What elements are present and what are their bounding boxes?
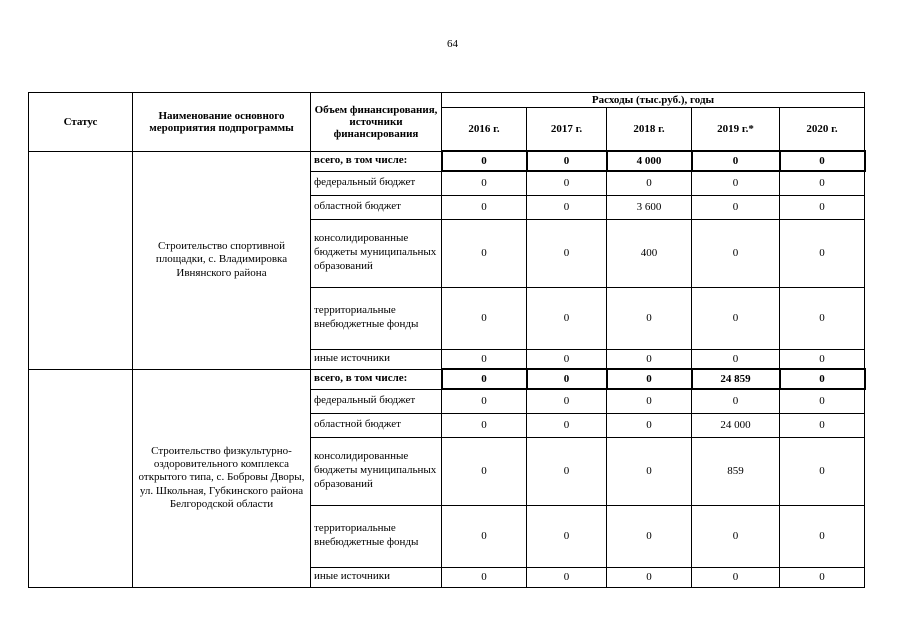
value-cell: 859	[692, 437, 780, 505]
funding-source-cell: территориальные внебюджетные фонды	[311, 287, 442, 349]
value-cell: 0	[442, 567, 527, 587]
value-cell: 0	[527, 437, 607, 505]
value-cell: 0	[442, 287, 527, 349]
table-body	[29, 151, 865, 587]
header-name: Наименование основного мероприятия подпрограммы	[133, 93, 311, 152]
value-cell: 0	[692, 567, 780, 587]
value-cell: 24 859	[692, 369, 780, 389]
funding-source-cell: областной бюджет	[311, 195, 442, 219]
value-cell: 0	[442, 219, 527, 287]
value-cell: 0	[692, 287, 780, 349]
value-cell: 0	[780, 349, 865, 369]
value-cell: 0	[607, 171, 692, 195]
value-cell: 0	[780, 369, 865, 389]
value-cell: 0	[527, 151, 607, 171]
value-cell: 0	[442, 437, 527, 505]
value-cell: 0	[607, 369, 692, 389]
activity-name-cell: Строительство физкультурно-оздоровительного комплекса открытого типа, с. Бобровы Дворы, ул. Школьная, Губкинского района Белгородской области	[133, 369, 311, 587]
value-cell: 0	[780, 195, 865, 219]
header-expenses: Расходы (тыс.руб.), годы	[442, 93, 865, 108]
value-cell: 0	[607, 287, 692, 349]
header-year: 2016 г.	[442, 108, 527, 152]
value-cell: 0	[692, 195, 780, 219]
value-cell: 0	[692, 171, 780, 195]
funding-source-cell: территориальные внебюджетные фонды	[311, 505, 442, 567]
value-cell: 0	[692, 505, 780, 567]
value-cell: 0	[442, 151, 527, 171]
header-status: Статус	[29, 93, 133, 152]
value-cell: 0	[527, 349, 607, 369]
value-cell: 0	[607, 413, 692, 437]
page-number: 64	[447, 38, 458, 50]
funding-source-cell: всего, в том числе:	[311, 369, 442, 389]
value-cell: 400	[607, 219, 692, 287]
value-cell: 0	[442, 413, 527, 437]
value-cell: 0	[442, 171, 527, 195]
value-cell: 0	[442, 349, 527, 369]
value-cell: 0	[527, 219, 607, 287]
value-cell: 0	[780, 287, 865, 349]
header-volume: Объем финансирования, источники финансирования	[311, 93, 442, 152]
value-cell: 0	[607, 567, 692, 587]
value-cell: 0	[527, 567, 607, 587]
funding-source-cell: федеральный бюджет	[311, 389, 442, 413]
status-cell	[29, 151, 133, 369]
value-cell: 0	[607, 437, 692, 505]
header-year: 2018 г.	[607, 108, 692, 152]
value-cell: 0	[780, 171, 865, 195]
value-cell: 0	[780, 389, 865, 413]
funding-source-cell: иные источники	[311, 567, 442, 587]
value-cell: 0	[527, 505, 607, 567]
funding-source-cell: областной бюджет	[311, 413, 442, 437]
value-cell: 0	[527, 389, 607, 413]
value-cell: 0	[442, 389, 527, 413]
funding-source-cell: консолидированные бюджеты муниципальных образований	[311, 437, 442, 505]
value-cell: 0	[780, 413, 865, 437]
value-cell: 0	[442, 505, 527, 567]
header-year: 2017 г.	[527, 108, 607, 152]
value-cell: 0	[692, 151, 780, 171]
value-cell: 0	[607, 349, 692, 369]
value-cell: 0	[442, 369, 527, 389]
funding-table	[28, 92, 866, 588]
value-cell: 0	[780, 567, 865, 587]
value-cell: 0	[607, 389, 692, 413]
value-cell: 0	[692, 389, 780, 413]
status-cell	[29, 369, 133, 587]
value-cell: 0	[527, 287, 607, 349]
activity-name-cell: Строительство спортивной площадки, с. Владимировка Ивнянского района	[133, 151, 311, 369]
funding-source-cell: консолидированные бюджеты муниципальных образований	[311, 219, 442, 287]
funding-source-cell: всего, в том числе:	[311, 151, 442, 171]
table-row	[29, 369, 865, 389]
value-cell: 0	[780, 151, 865, 171]
value-cell: 0	[607, 505, 692, 567]
value-cell: 24 000	[692, 413, 780, 437]
value-cell: 0	[527, 369, 607, 389]
value-cell: 0	[527, 413, 607, 437]
value-cell: 0	[780, 219, 865, 287]
value-cell: 3 600	[607, 195, 692, 219]
value-cell: 0	[527, 195, 607, 219]
value-cell: 4 000	[607, 151, 692, 171]
funding-source-cell: иные источники	[311, 349, 442, 369]
header-year: 2019 г.*	[692, 108, 780, 152]
header-year: 2020 г.	[780, 108, 865, 152]
value-cell: 0	[692, 349, 780, 369]
value-cell: 0	[780, 505, 865, 567]
value-cell: 0	[692, 219, 780, 287]
value-cell: 0	[442, 195, 527, 219]
value-cell: 0	[527, 171, 607, 195]
funding-source-cell: федеральный бюджет	[311, 171, 442, 195]
table-row	[29, 151, 865, 171]
value-cell: 0	[780, 437, 865, 505]
